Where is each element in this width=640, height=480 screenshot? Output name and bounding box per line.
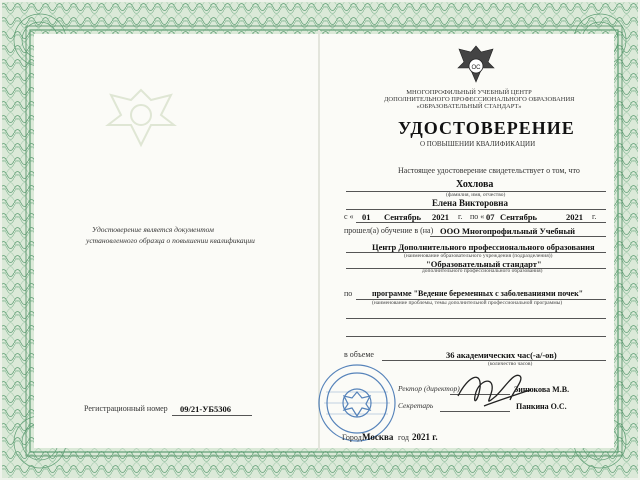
volume-value: 36 академических час(-а/-ов) — [446, 350, 557, 360]
org3-caption: дополнительного профессионального образования) — [422, 268, 543, 274]
dates-underline — [356, 222, 606, 223]
year-to: 2021 — [566, 212, 583, 222]
secretary-sign-line — [440, 411, 510, 412]
day-from: 01 — [362, 212, 371, 222]
rector-name: Зинюкова М.В. — [514, 385, 570, 394]
program-blank-line-1 — [346, 318, 606, 319]
city: Москва — [362, 432, 394, 442]
trained-label: прошел(а) обучение в (на) — [344, 226, 434, 235]
year-from: 2021 — [432, 212, 449, 222]
volume-label: в объеме — [344, 350, 374, 359]
volume-caption: (количество часов) — [488, 361, 533, 367]
year-suffix-to: г. — [592, 212, 597, 221]
document-subtitle: О ПОВЫШЕНИИ КВАЛИФИКАЦИИ — [420, 140, 536, 148]
city-label: Город — [342, 433, 362, 442]
registration-underline — [172, 415, 252, 416]
program-caption: (наименование проблемы, темы дополнительной профессиональной программы) — [372, 300, 563, 306]
year-suffix-from: г. — [458, 212, 463, 221]
fio-caption: (фамилия, имя, отчество) — [446, 192, 506, 198]
year-label: год — [398, 433, 409, 442]
issue-year: 2021 г. — [412, 432, 438, 442]
program-name: программе "Ведение беременных с заболеваниями почек" — [372, 289, 584, 298]
full-name: Елена Викторовна — [432, 198, 508, 208]
left-note-line-1: Удостоверение является документом — [92, 225, 214, 234]
program-blank-line-2 — [346, 336, 606, 337]
eagle-emblem-icon — [456, 42, 496, 86]
intro-text: Настоящее удостоверение свидетельствует о том, что — [398, 166, 580, 175]
by-label: по — [344, 289, 353, 298]
date-to-prefix: по « — [470, 212, 485, 221]
surname: Хохлова — [456, 179, 494, 190]
rector-label: Ректор (директор) — [398, 384, 460, 393]
document-title: УДОСТОВЕРЕНИЕ — [398, 118, 575, 138]
org-line-2: ДОПОЛНИТЕЛЬНОГО ПРОФЕССИОНАЛЬНОГО ОБРАЗОВАНИЯ — [384, 96, 575, 103]
registration-number: 09/21-УБ5306 — [180, 404, 232, 414]
name-underline — [346, 209, 606, 210]
month-to: Сентябрь — [500, 212, 538, 222]
org-name-1: ООО Многопрофильный Учебный — [440, 226, 575, 236]
org-name-2: Центр Дополнительного профессионального образования — [372, 242, 595, 252]
date-from-prefix: с « — [344, 212, 354, 221]
secretary-name: Панкина О.С. — [516, 402, 567, 411]
org1-underline — [430, 236, 606, 237]
org-caption: (наименование образовательного учреждения (подразделения)) — [404, 253, 553, 259]
org-line-1: МНОГОПРОФИЛЬНЫЙ УЧЕБНЫЙ ЦЕНТР — [406, 89, 532, 96]
svg-text:ОС: ОС — [471, 65, 481, 71]
registration-label: Регистрационный номер — [84, 404, 168, 413]
watermark-eagle-icon — [96, 70, 186, 160]
month-from: Сентябрь — [384, 212, 422, 222]
org-name-3: "Образовательный стандарт" — [426, 259, 542, 269]
org-line-3: «ОБРАЗОВАТЕЛЬНЫЙ СТАНДАРТ» — [416, 103, 522, 110]
day-to: 07 — [486, 212, 495, 222]
left-note-line-2: установленного образца о повышении квалификации — [86, 236, 255, 245]
secretary-label: Секретарь — [398, 401, 434, 410]
